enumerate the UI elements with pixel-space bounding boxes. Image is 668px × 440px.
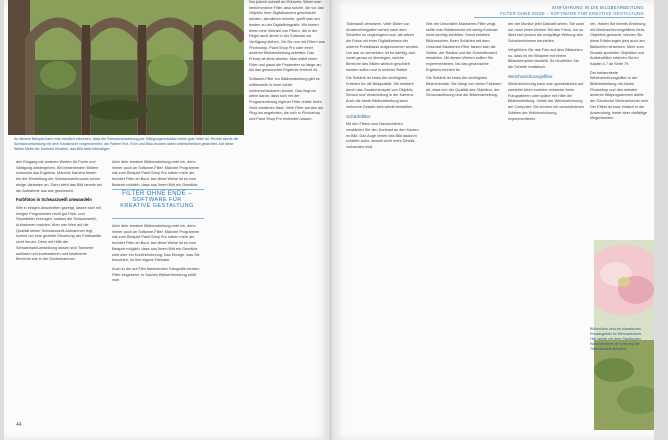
page-number: 44: [16, 422, 22, 428]
header-rule: [474, 17, 644, 18]
right-column-2: [426, 22, 502, 102]
running-header-section: EINFÜHRUNG IN DIE BILDBEARBEITUNG: [552, 5, 644, 10]
sidebar-title-line-3: KREATIVE GESTALTUNG: [120, 203, 194, 209]
paragraph: den Eingang mit anderen Werten für Farbe und Sättigung wiedergeben. Bei bestehenden Bildern schwankt das Ergebnis. Manche Kamera bieten bei der Einstellung der Schwarzweißmodus schon einige Varianten an. Dann sieht das Bild bereits bei der Aufnahme aus wie gewünscht.: [16, 160, 102, 193]
subheading-schaerfefilter: Schärfefilter: [346, 113, 371, 119]
paragraph: Nur jedoch schnell an Grenzen. Wenn man herkömmliche Filter, also solche, die vor das Objektiv Ihrer Digitalkamera geschraubt werden, simulieren möchte, greift man am besten zu der Digitalfotografie. Wir bieten Ihnen eine Vielzahl von Filtern, die in der Regel auch direkt in der Software zur Verfügung stehen. Ob Sie nun mit Filtern aus Photoshop, Paint Shop Pro oder einer anderen Bildbearbeitung arbeiten: Das Prinzip ist stets ähnlich. Man wählt einen Filter und passt die Parameter so lange an, bis das gewünschte Ergebnis erreicht ist.: [249, 0, 325, 73]
paragraph: ren. Haben Sie bereits Erfahrung mit Weichzeichnungsfiltern Ihres Objektivs gemacht, können Sie diese Erfahrungen jetzt auch am Bildschirm einsetzen. Mehr zum Einsatz spezieller Objektive und Aufsteckfilter erfahren Sie im Kapitel 4.7 ab Seite 79.: [590, 22, 646, 66]
right-page: [332, 0, 654, 440]
left-page: [4, 0, 330, 440]
paragraph: der der Monitor jetzt Dashaft sehen. Sie zwar nur noch einen kleinen Teil des Fotos, nur so lässt sich jedoch die endgültige Wirkung des Scharfzeichnens beurteilen.: [508, 22, 584, 44]
subheading-weichzeichnungsfilter: Weichzeichnungsfilter: [508, 73, 553, 79]
right-column-4: [590, 22, 650, 125]
paragraph: Wie der Unschärfe-Maskieren-Filter zeigt, sollte man Bildbereiche mit wenig Kontrast nicht unnötig schärfen. Sonst entsteht Bildrauschen. Beim Schärfen mit dem Unscharf-Maskieren-Filter lassen sich die Stärke, der Radius und der Schwellenwert einstellen. Mit diesen Werten sollten Sie experimentieren, bis das gewünschte Ergebnis erreicht ist.: [426, 22, 498, 72]
paragraph: Todesstoß versetzen. Viele Bilder von Amateurfotografen sehen nach dem Schärfen so ungenügend aus, als wären die Fotos mit einer Digitalkamera der unteren Preisklasse aufgenommen worden. Um das zu vermeiden, ist es wichtig, sich vorab genau zu überlegen, welche Bereiche des Bildes wirklich geschärft werden sollen und in welcher Stärke.: [346, 22, 420, 72]
paragraph: Aber über kreative Bildbearbeitung rede ich, denn immer auch an Software-Filter. Manche Programme wie zum Beispiel Paint Shop Pro haben mehr als hundert Filter an Bord. Auf diese Weise ist es zum Beispiel möglich, dass aus Ihrem Bild ein Gemälde wird oder ein Kohlezeichnung. Das Einzige, was Sie brauchen, ist Ihre eigene Fantasie.: [112, 224, 200, 263]
cathedral-arches-photo: [8, 0, 244, 135]
paragraph: Die Schärfe ist eines der wichtigsten Kriterien für die Bildqualität. Sie entsteht durch das Zusammenspiel von Objektiv, Sensor und Verarbeitung in der Kamera. Auch die beste Bildbearbeitung kann verlorene Details nicht wiederherstellen.: [346, 76, 414, 109]
sidebar-title: [112, 191, 202, 209]
paragraph: Der bekannteste Weichzeichnungsfilter in der Bildbearbeitung mit Adobe Photoshop und den meisten anderen Bildprogrammen dürfte der Gaußsche Weichzeichner sein. Der Effekt ist zwar einfach in der Anwendung, bietet aber vielfältige Möglichkeiten.: [590, 70, 650, 121]
right-column-3: [508, 22, 584, 125]
left-column-1: [16, 160, 102, 266]
paragraph: Weichzeichnung kann man grundsätzlich auf zweierlei Arten erzielen: entweder beim Fotografieren oder später mit Hilfe der Bildbearbeitung. Vorteil der Weichzeichnung am Computer: Sie können mit verschiedenen Stärken der Weichzeichnung experimentieren.: [508, 82, 584, 121]
paragraph: Vergrößern Sie das Foto auf dem Bildschirm so, dass es ein Bildpixel mit einem Bildschirmpixel darstellt. So beurteilen Sie die Schärfe realistisch.: [508, 47, 583, 69]
sidebar-rule-bottom: [112, 218, 204, 219]
flower-photo-caption: Blütenfotos sind ein klassisches Einsatzgebiet für Weichzeichner. Hier wurde mit dem Gaußschen Weichzeichner die Wirkung der Tiefenschärfe simuliert.: [590, 327, 643, 351]
paragraph: Mit den Filtern zum Nachschärfen verstärken Sie den Kontrast an den Kanten im Bild. Das Auge nimmt das Bild dadurch schärfer wahr, obwohl nicht mehr Details vorhanden sind.: [346, 122, 419, 150]
sidebar-title-line-1: FILTER OHNE ENDE –: [122, 191, 192, 197]
photo-caption: An diesem Beispiel kann man deutlich erkennen, dass die Schwarzumsetzung per Sättigungsreduktion keine gute Wahl ist. Rechts wurde die Schwarzumsetzung mit dem Kanalmixer vorgenommen, die Farben Rot, Grün und Blau wurden dabei unterschiedlich gewichtet. Auf diese Weise bleibt der Kontrast erhalten, das Bild wirkt lebendiger.: [14, 137, 239, 151]
right-column-1: [346, 22, 420, 154]
running-header-subsection: FILTER OHNE ENDE – SOFTWARE FÜR KREATIVE GESTALTUNG: [500, 11, 644, 16]
paragraph: Die Schärfe ist eines der wichtigsten Bildmerkmale. Sie hängt von vielen Faktoren ab, etwa von der Qualität des Objektivs, der Sensorauflösung und der Bildverarbeitung.: [426, 76, 502, 98]
paragraph: Software-Filter zur Bildbearbeitung gibt es mittlerweile in einer schier unüberschaubaren Anzahl. Das liegt vor allem daran, dass sich mit der Programmierung eigener Filter relativ leicht Geld verdienen lässt. Viele Filter werden als Plug-ins angeboten, die sich in Photoshop und Paint Shop Pro einbinden lassen.: [249, 77, 324, 122]
subheading-farbfotos: Farbfotos in Schwarzweiß umwandeln: [16, 197, 92, 203]
sidebar-title-line-2: SOFTWARE FÜR: [132, 197, 182, 203]
paragraph: Auch in der auf Film basierenden Fotografie werden Filter eingesetzt. In Sachen Bildverfremdung stößt man: [112, 266, 200, 283]
paragraph: Aber über kreative Bildbearbeitung rede ich, denn immer auch an Software-Filter. Manche Programme wie zum Beispiel Paint Shop Pro haben mehr als hundert Filter an Bord. Auf diese Weise ist es zum Beispiel möglich, dass aus Ihrem Bild ein Gemälde: [112, 160, 200, 186]
left-column-2-top: [112, 160, 204, 186]
left-column-3-top: [249, 0, 325, 126]
paragraph: Wie in einigen Abschnitten gezeigt, lassen sich mit einigen Programmen recht gut Farb- und Sepiabilder erzeugen, sodass die Schwarzweiß-Aufnahmen machen. Aber wer Wert auf die Qualität seiner Schwarzweiß-Aufnahmen legt, kommt um eine gezielte Steuerung der Farbkanäle nicht herum. Denn mit Hilfe der Schwarzweißumsetzung lassen sich Tonwerte auflösen und kontrastieren und bestimmte Bereiche wie in der Dunkelkammer.: [16, 205, 102, 262]
left-column-2-body: [112, 224, 204, 287]
sidebar-rule-top: [112, 189, 204, 190]
